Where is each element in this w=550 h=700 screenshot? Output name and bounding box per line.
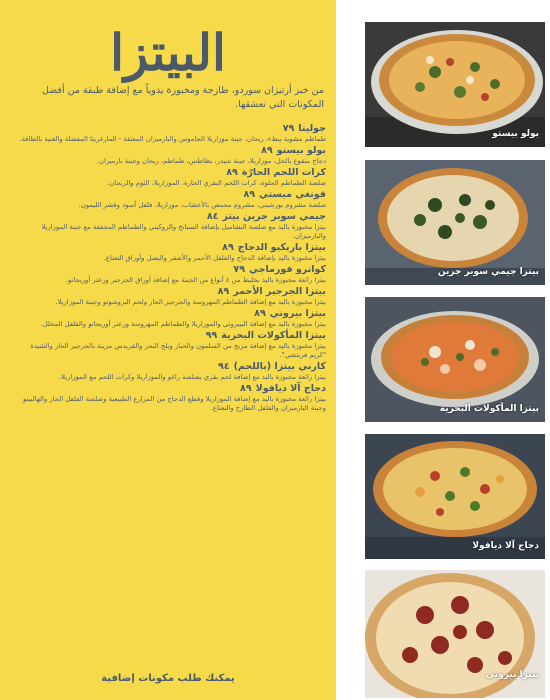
item-price: ٨٩ xyxy=(240,383,252,394)
item-name: بيتزا الجرجير الأحمر xyxy=(233,286,326,297)
item-description: طماطم مشوية ببطء، ريحان، جبنة موزاريلا الجاموس والبارميزان المعتقة - المارغريتا المفضلة والغنية بالطاقة. xyxy=(19,135,326,143)
photo-super-green xyxy=(365,160,545,285)
item-description: بيتزا رائعة مخبوزة باليد بخليط من ٤ أنواع من الجبنة مع إضافة أوراق الجرجير وزعتر أوريجانو. xyxy=(65,276,326,284)
item-price: ٨٩ xyxy=(222,242,234,253)
photo-pollo-pesto xyxy=(365,22,545,147)
menu-item xyxy=(14,285,326,307)
menu-list xyxy=(14,122,326,413)
item-price: ٧٩ xyxy=(282,123,295,134)
menu-item xyxy=(14,166,326,188)
intro-text: من خبز أرتيزان سوردو، طازجة ومخبوزة يدوياً مع إضافة طبقة من أفضل المكونات التي نعشقها. xyxy=(41,85,324,110)
item-description: بيتزا مخبوزة باليد مع صلصة البشاميل بإضافة السبانخ والزوكيني والطماطم المجففة مع جبنة الموزاريلا والبارميزان. xyxy=(41,223,326,240)
menu-item xyxy=(14,360,326,382)
item-description: بيتزا مخبوزة باليد بإضافة الدجاج والفلفل الأحمر والأصفر والبصل وأوراق النعناع. xyxy=(103,254,326,262)
menu-item xyxy=(14,210,326,241)
item-name: بيتزا المأكولات البحرية xyxy=(221,330,326,341)
item-price: ٨٩ xyxy=(254,308,266,319)
item-name: بيتزا بيروني xyxy=(269,308,326,319)
menu-item xyxy=(14,144,326,166)
photo-caption: بيتزا جيمي سوبر جرين xyxy=(437,267,539,277)
item-description: بيتزا رائعة مخبوزة باليد مع إضافة لحم بقري بصلصة راغو والموزاريلا وكرات اللحم مع الموزاريلا. xyxy=(58,373,326,381)
photo-caption: بيتزا المأكولات البحرية xyxy=(439,404,539,414)
menu-item xyxy=(14,307,326,329)
menu-item xyxy=(14,188,326,210)
photo-caption: بيتزا بيروني xyxy=(485,670,539,680)
item-name: كرات اللحم الحارّة xyxy=(241,167,326,178)
photo-caption: بولو بيستو xyxy=(492,129,539,139)
item-description: بيتزا مخبوزة باليد مع إضافة مزيج من السلمون والحبار وبلح البحر والقريدس مزينة بالجرجير الحار والشيدة "كريم فريتشي". xyxy=(30,342,326,359)
item-name: جوليتا xyxy=(298,123,326,134)
item-price: ٨٩ xyxy=(226,167,238,178)
item-price: ٨٩ xyxy=(243,189,256,200)
photo-pepperoni xyxy=(365,570,545,698)
item-name: بيتزا باربكيو الدجاج xyxy=(237,242,326,253)
item-description: صلصة الطماطم الحلوة، كرات اللحم البقري الحارة، الموزاريلا، الثوم والريحان. xyxy=(107,179,326,187)
item-price: ٩٩ xyxy=(205,330,218,341)
page-title: البيتزا xyxy=(110,23,226,82)
item-description: صلصة مشروم بورشيني، مشروم محمص بالأعشاب، موزاريلا، فلفل أسود وقشر الليمون. xyxy=(78,201,326,209)
photo-seafood xyxy=(365,297,545,422)
item-price: ٨٩ xyxy=(261,145,273,156)
footer-note: يمكنك طلب مكونات إضافية xyxy=(101,673,235,684)
item-price: ٧٩ xyxy=(233,264,246,275)
menu-item xyxy=(14,382,326,413)
item-price: ٨٤ xyxy=(206,211,219,222)
item-name: دجاج آلا ديافولا xyxy=(255,383,326,394)
menu-item xyxy=(14,241,326,263)
menu-item xyxy=(14,122,326,144)
item-description: دجاج منقوع بالخل، موزاريلا، جبنة شيدر، بطاطس، طماطم، ريحان وجبنة بارميزان. xyxy=(96,157,326,165)
item-name: فونغي ميستي xyxy=(259,189,326,200)
item-description: بيتزا رائعة مخبوزة باليد مع إضافة الموزاريلا وقطع الدجاج من المزارع الطبيعية وصلصة الفلفل الحار والهالبينو وجبنة البارميزان والفلفل الطازج والنعناع. xyxy=(23,395,326,412)
item-description: بيتزا مخبوزة باليد مع إضافة الطماطم المهروسة والجرجير الحار ولحم البروشوتو وجبنة الموزاريلا. xyxy=(55,298,326,306)
item-name: كارني بيتزا (باللحم) xyxy=(233,361,326,372)
item-name: جيمي سوبر جرين بيتز xyxy=(222,211,326,222)
photo-diavola xyxy=(365,434,545,559)
item-price: ٩٤ xyxy=(217,361,230,372)
photo-caption: دجاج آلا ديافولا xyxy=(472,541,539,551)
menu-item xyxy=(14,329,326,360)
item-price: ٨٩ xyxy=(217,286,230,297)
item-name: بولو بيستو xyxy=(276,145,326,156)
item-description: بيتزا مخبوزة باليد مع إضافة البيبروني والموزاريلا والطماطم المهروسة وزعتر أوريجانو والفلفل المخلل. xyxy=(40,320,326,328)
menu-item xyxy=(14,263,326,285)
item-name: كواترو فورماجي xyxy=(249,264,326,275)
